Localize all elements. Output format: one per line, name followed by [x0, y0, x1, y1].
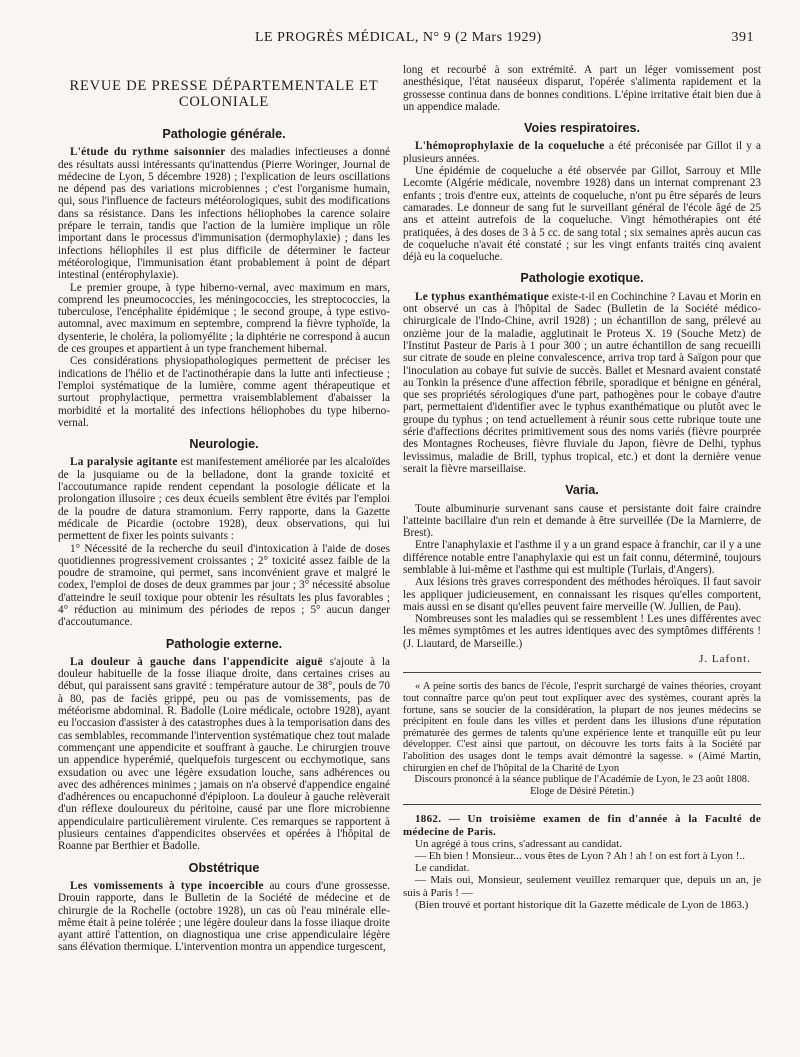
article-lead: La paralysie agitante	[70, 456, 178, 469]
running-head	[60, 30, 770, 50]
heading-varia: Varia.	[565, 483, 599, 498]
anecdote-line: — Eh bien ! Monsieur... vous êtes de Lyon ? Ah ! ah ! on est fort à Lyon !..	[415, 849, 745, 862]
anecdote-title: 1862. — Un troisième examen de fin d'année à la Faculté de médecine de Paris.	[403, 813, 761, 838]
author-signature: J. Lafont.	[699, 653, 751, 666]
article-continuation: long et recourbé à son extrémité. A part un léger vomissement post anesthésique, l'état nauséeux disparut, l'opérée s'alimenta rapidement et la grossesse continua dans de bonnes conditions. L'épine irritative était bien due à un appendice malade.	[403, 64, 761, 113]
article-paragraph	[403, 291, 761, 475]
article-paragraph	[58, 880, 390, 954]
section-rubric: REVUE DE PRESSE DÉPARTEMENTALE ET COLONIALE	[69, 78, 379, 110]
varia-paragraph: Aux lésions très graves correspondent des méthodes héroïques. Il faut savoir les appliquer judicieusement, en connaissant les risques qu'elles comportent, mais aussi en se disant qu'elles peuvent faire merveille (W. Jullien, de Pau).	[403, 576, 761, 613]
heading-voies-respiratoires: Voies respiratoires.	[524, 121, 640, 136]
heading-pathologie-exotique: Pathologie exotique.	[520, 271, 644, 286]
anecdote-line: Le candidat.	[415, 862, 470, 875]
historical-quote	[403, 681, 761, 797]
quote-source: Discours prononcé à la séance publique de l'Académie de Lyon, le 23 août 1808. Eloge de Désiré Pétetin.)	[414, 774, 750, 797]
heading-pathologie-externe: Pathologie externe.	[165, 636, 283, 651]
article-text: au cours d'une grossesse. Drouin rapporte, dans le Bulletin de la Société de médecine et de chirurgie de la Rochelle (octobre 1928), un cas où l'eau minérale elle-même était à peine tolérée ; une légère douleur dans la fosse iliaque droite ayant attiré l'attention, on diagnostiqua une crise appendiculaire légère sans élévation thermique. L'intervention montra un appendice turgescent,	[58, 879, 390, 954]
article-lead: L'étude du rythme saisonnier	[70, 146, 226, 159]
article-paragraph	[403, 140, 761, 165]
article-paragraph	[58, 146, 390, 281]
page-number: 391	[731, 30, 754, 45]
article-text: existe-t-il en Cochinchine ? Lavau et Morin en ont observé un cas à l'hôpital de Sadec (Bulletin de la Société médico-chirurgicale de l'Indo-Chine, avril 1928) ; un échantillon de sang, prélevé au onzième jour de la maladie, agglutinait le Proteus X. 19 (Souche Metz) de l'Institut Pasteur de Paris à 1 pour 300 ; un autre échantillon de sang recueilli sur citrate de soude en pleine convalescence, arriva trop tard à Saïgon pour que l'inoculation au cobaye fut suivie de succès. Ballet et Mesnard avaient constaté au Tonkin la présence d'une affection fébrile, sporadique et bénigne en général, que ses propriétés sérologiques d'une part, pathogènes pour le cobaye d'autre part, permettaient d'identifier avec le typhus exanthématique ou plutôt avec le groupe du typhus ; on tend actuellement à réunir sous cette rubrique toute une série d'affections décrites primitivement sous des noms variés (fièvre pourprée des Montagnes Rocheuses, fièvre fluviale du Japon, fièvre de Delhi, typhus levissimus, maladie de Brill, typhus tropical, etc.) et dont la dernière venue serait la fièvre marseillaise.	[403, 290, 761, 475]
article-paragraph: Le premier groupe, à type hiberno-vernal, avec maximum en mars, comprend les pneumococcies, les méningococcies, les streptococcies, la tuberculose, l'encéphalite épidémique ; le second groupe, à type estivo-automnal, avec maximum en septembre, comprend la fièvre typhoïde, la dysenterie, le choléra, la poliomyélite ; la diphtérie ne correspond à aucun de ces groupes et appartient à un type franchement hibernal.	[58, 281, 390, 356]
article-paragraph: 1° Nécessité de la recherche du seuil d'intoxication à l'aide de doses quotidiennes progressivement croissantes ; 2° toxicité assez faible de la poudre de stramoine, qui permet, sans inconvénient grave et malgré le codex, l'emploi de doses de deux grammes par jour ; 3° nécessité absolue d'atteindre le seuil toxique pour obtenir les résultats les plus favorables ; 4° réduction au minimum des périodes de repos ; 5° aucun danger d'accoutumance.	[58, 542, 390, 629]
heading-neurologie: Neurologie.	[189, 437, 259, 452]
article-lead: La douleur à gauche dans l'appendicite aiguë	[70, 655, 323, 668]
right-column	[403, 64, 761, 911]
varia-paragraph: Toute albuminurie survenant sans cause et persistante doit faire craindre l'atteinte bacillaire d'un rein et demande à être surveillée (De la Marnierre, de Brest).	[403, 502, 761, 540]
anecdote-line: Un agrégé à tous crins, s'adressant au candidat.	[415, 837, 622, 850]
article-text: s'ajoute à la douleur habituelle de la fosse iliaque droite, dans certaines crises au début, qui paraissent sans gravité : température autour de 38°, pouls de 70 à 80, pas de faciès grippé, peu ou pas de vomissements, pas de météorisme abdominal. R. Badolle (Loire médicale, octobre 1928), ayant eu l'occasion d'assister à des catastrophes dues à la temporisation dans des cas semblables, recommande l'intervention systématique chez tout malade commençant une appendicite et souffrant à gauche. Le chirurgien trouve un appendice hyperémié, quelquefois turgescent ou ecchymotique, sans exsudation ou avec une légère exsudation louche, sans adhérences ou avec des adhérences minimes ; jamais on n'a observé d'appendice engainé d'adhérences ou encapuchonné d'épiploon. La douleur à gauche relèverait d'un réflexe douloureux du péritoine, causé par une flore microbienne appendiculaire particulièrement virulente. Ces remarques se rapportent à plusieurs centaines d'appendicites observées et opérées à l'hôpital de Roanne par Berthier et Badolle.	[58, 655, 391, 853]
divider	[403, 672, 761, 673]
article-paragraph	[58, 656, 390, 853]
varia-paragraph: Nombreuses sont les maladies qui se ressemblent ! Les unes différentes avec les mêmes symptômes et les autres identiques avec des symptômes différents ! (J. Liautard, de Marseille.)	[403, 613, 761, 650]
article-paragraph: Ces considérations physiopathologiques permettent de préciser les indications de l'hélio et de l'actinothérapie dans la lutte anti infectieuse ; l'emploi systématique de la lumière, comme agent thérapeutique et surtout prophylactique, permettra vraisemblablement d'abaisser la morbidité et la mortalité des infections héliophobes du type hiberno-vernal.	[58, 355, 390, 429]
article-paragraph: Une épidémie de coqueluche a été observée par Gillot, Sarrouy et Mlle Lecomte (Algérie médicale, novembre 1928) dans un internat comprenant 23 enfants ; trois d'entre eux, atteints de coqueluche, n'ont pu être séparés de leurs camarades. Le donneur de sang fut le surveillant général de l'école âgé de 25 ans et atteint autrefois de la coqueluche. Vingt hémothérapies ont été pratiquées, à des doses de 3 à 5 cc. de sang total ; six semaines après aucun cas de coqueluche n'avait été constaté ; sur les vingt enfants traités cinq avaient déjà eu la coqueluche.	[403, 165, 761, 264]
quote-text: « A peine sortis des bancs de l'école, l'esprit surchargé de vaines théories, croyant tout connaître parce qu'on peut tout expliquer avec des systèmes, courant après la fortune, sans se soucier de la considération, la plupart de nos jeunes médecins se précipitent en foule dans les villes et perdent dans les illusions d'une réputation prématurée des germes de talents qu'une expérience lente et tranquille eût pu leur développer. C'est ainsi que partout, on découvre les torts faits à la Société par l'abolition des usages dont le temps avait démontré la sagesse. » (Aimé Martin, chirurgien en chef de l'hôpital de la Charité de Lyon	[403, 681, 761, 774]
heading-pathologie-generale: Pathologie générale.	[162, 127, 286, 141]
anecdote-line: — Mais oui, Monsieur, seulement veuillez remarquer que, depuis un an, je suis à Paris ! —	[403, 874, 761, 899]
article-text: des maladies infectieuses a donné des résultats aussi intéressants qu'inattendus (Pierre Woringer, Journal de médecine de Lyon, 5 décembre 1928) ; l'explication de leurs oscillations ne dépend pas des variations microbiennes ; c'est l'organisme humain, qui, sous l'influence de facteurs météorologiques, subit des modifications dans sa résistance. Dans les infections héliophobes la carence solaire prépare le terrain, tandis que l'action de la lumière implique un rôle important dans le processus d'immunisation (dermophylaxie) ; dans les infections héliophiles il est plus difficile de déterminer le facteur météorologique, l'immunisation étant probablement à point de départ intestinal (entérophylaxie).	[58, 146, 391, 282]
article-text: a été préconisée par Gillot il y a plusieurs années.	[403, 140, 761, 165]
left-column	[58, 64, 390, 954]
divider	[403, 804, 761, 805]
article-text: est manifestement améliorée par les alcaloïdes de la jusquiame ou de la belladone, dont la grande toxicité et l'accoutumance rapide rendent cependant la posologie délicate et la prolongation illusoire ; ces deux écueils semblent être évités par l'emploi de la poudre de datura stramonium. Ferry rapporte, dans la Gazette médicale de Picardie (octobre 1928), deux observations, qui lui permettent de fixer les points suivants :	[58, 456, 391, 543]
article-lead: L'hémoprophylaxie de la coqueluche	[415, 140, 605, 153]
varia-paragraph: Entre l'anaphylaxie et l'asthme il y a un grand espace à franchir, car il y a une différence notable entre l'anaphylaxie qui est un fait connu, déterminé, toujours semblable à lui-même et l'asthme qui est multiple (Turlais, d'Angers).	[403, 539, 761, 576]
anecdote	[403, 813, 761, 911]
journal-title: LE PROGRÈS MÉDICAL, N° 9 (2 Mars 1929)	[255, 30, 542, 45]
heading-obstetrique: Obstétrique	[188, 860, 260, 875]
article-lead: Les vomissements à type incoercible	[70, 879, 264, 892]
article-lead: Le typhus exanthématique	[415, 290, 550, 303]
article-paragraph	[58, 456, 390, 542]
anecdote-line: (Bien trouvé et portant historique dit la Gazette médicale de Lyon de 1863.)	[415, 898, 749, 911]
